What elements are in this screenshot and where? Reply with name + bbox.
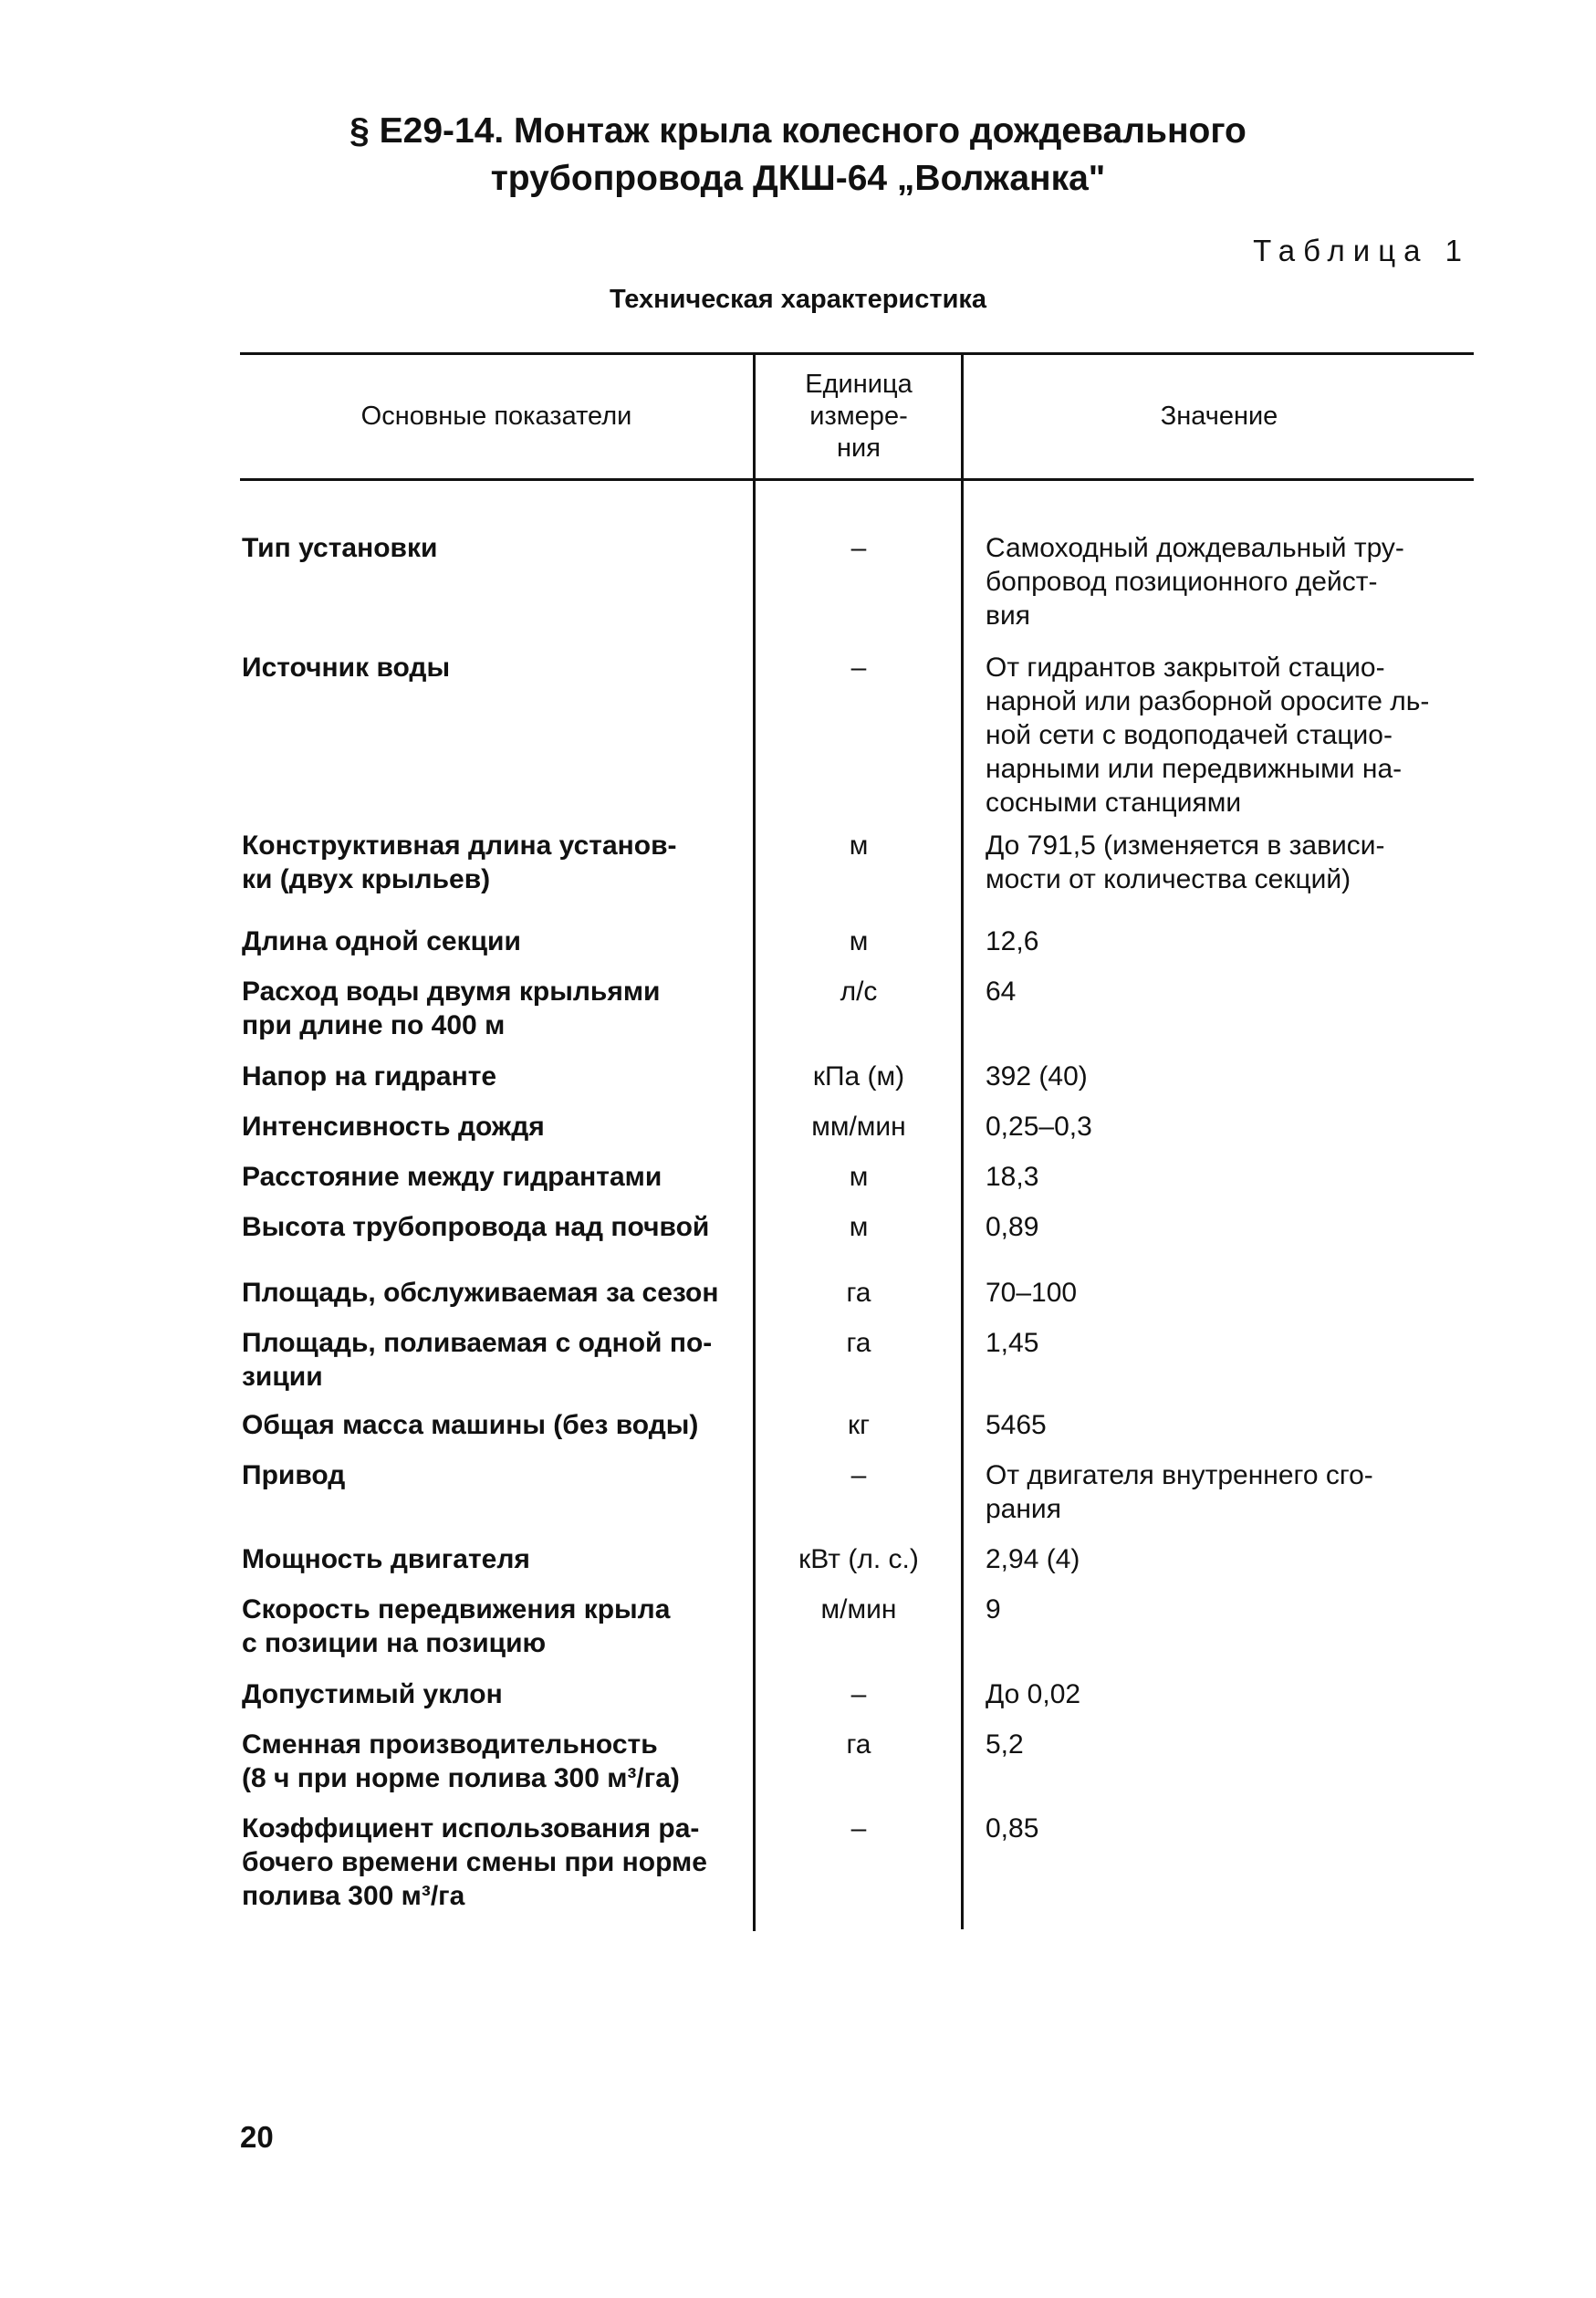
unit-cell: – <box>850 1813 867 1844</box>
header-bottom-rule <box>240 478 1474 481</box>
parameter-cell: Расход воды двумя крыльями при длине по 400 м <box>242 977 661 1040</box>
value-cell: 70–100 <box>986 1278 1078 1308</box>
unit-cell: – <box>850 653 867 683</box>
value-cell: 5,2 <box>986 1729 1024 1760</box>
parameter-cell: Привод <box>242 1460 346 1490</box>
unit-cell: – <box>850 533 867 563</box>
parameter-cell: Скорость передвижения крыла с позиции на позицию <box>242 1594 671 1658</box>
value-cell: До 0,02 <box>986 1679 1081 1709</box>
unit-cell: га <box>846 1729 871 1760</box>
column-divider-1 <box>753 353 756 1931</box>
value-cell: 18,3 <box>986 1162 1039 1192</box>
unit-cell: кПа (м) <box>812 1061 905 1092</box>
unit-cell: кг <box>847 1410 871 1440</box>
value-cell: 0,85 <box>986 1813 1039 1844</box>
parameter-cell: Напор на гидранте <box>242 1061 497 1092</box>
unit-cell: га <box>846 1328 871 1358</box>
unit-cell: м <box>849 926 869 956</box>
parameter-cell: Площадь, обслуживаемая за сезон <box>242 1278 719 1308</box>
column-divider-2 <box>961 353 964 1929</box>
value-cell: От двигателя внутреннего сго- рания <box>986 1460 1373 1524</box>
parameter-cell: Источник воды <box>242 653 451 683</box>
parameter-cell: Высота трубопровода над почвой <box>242 1212 710 1242</box>
parameter-cell: Конструктивная длина установ- ки (двух крыльев) <box>242 830 677 894</box>
table-label: Таблица 1 <box>1253 234 1470 267</box>
parameter-cell: Общая масса машины (без воды) <box>242 1410 699 1440</box>
table-caption: Техническая характеристика <box>609 285 987 314</box>
unit-cell: – <box>850 1460 867 1490</box>
parameter-cell: Сменная производительность (8 ч при норме полива 300 м³/га) <box>242 1729 680 1793</box>
unit-cell: м/мин <box>820 1594 897 1624</box>
parameter-cell: Длина одной секции <box>242 926 521 956</box>
page-title: § Е29-14. Монтаж крыла колесного дождевального трубопровода ДКШ-64 „Волжанка" <box>349 111 1247 198</box>
value-cell: 0,89 <box>986 1212 1039 1242</box>
unit-cell: кВт (л. с.) <box>798 1544 919 1574</box>
parameter-cell: Расстояние между гидрантами <box>242 1162 662 1192</box>
unit-cell: м <box>849 1162 869 1192</box>
header-parameters: Основные показатели <box>360 401 632 431</box>
unit-cell: га <box>846 1278 871 1308</box>
parameter-cell: Коэффициент использования ра- бочего времени смены при норме полива 300 м³/га <box>242 1813 707 1911</box>
value-cell: От гидрантов закрытой стацио- нарной или разборной оросите ль- ной сети с водоподачей стацио- нарными или передвижными на- сосными станциями <box>986 653 1430 818</box>
page-number: 20 <box>240 2120 274 2154</box>
unit-cell: л/с <box>840 977 878 1007</box>
parameter-cell: Интенсивность дождя <box>242 1112 545 1142</box>
value-cell: 12,6 <box>986 926 1039 956</box>
unit-cell: м <box>849 1212 869 1242</box>
value-cell: Самоходный дождевальный тру- бопровод позиционного дейст- вия <box>986 533 1404 631</box>
header-unit: Единица измере- ния <box>805 369 913 463</box>
parameter-cell: Допустимый уклон <box>242 1679 503 1709</box>
value-cell: 64 <box>986 977 1017 1007</box>
parameter-cell: Тип установки <box>242 533 438 563</box>
value-cell: 2,94 (4) <box>986 1544 1080 1574</box>
unit-cell: – <box>850 1679 867 1709</box>
value-cell: До 791,5 (изменяется в зависи- мости от количества секций) <box>986 830 1385 894</box>
value-cell: 9 <box>986 1594 1001 1624</box>
value-cell: 5465 <box>986 1410 1047 1440</box>
header-value: Значение <box>1160 401 1278 431</box>
value-cell: 392 (40) <box>986 1061 1088 1092</box>
parameter-cell: Мощность двигателя <box>242 1544 530 1574</box>
parameter-cell: Площадь, поливаемая с одной по- зиции <box>242 1328 713 1392</box>
unit-cell: мм/мин <box>811 1112 906 1142</box>
value-cell: 0,25–0,3 <box>986 1112 1092 1142</box>
value-cell: 1,45 <box>986 1328 1039 1358</box>
unit-cell: м <box>849 830 869 861</box>
